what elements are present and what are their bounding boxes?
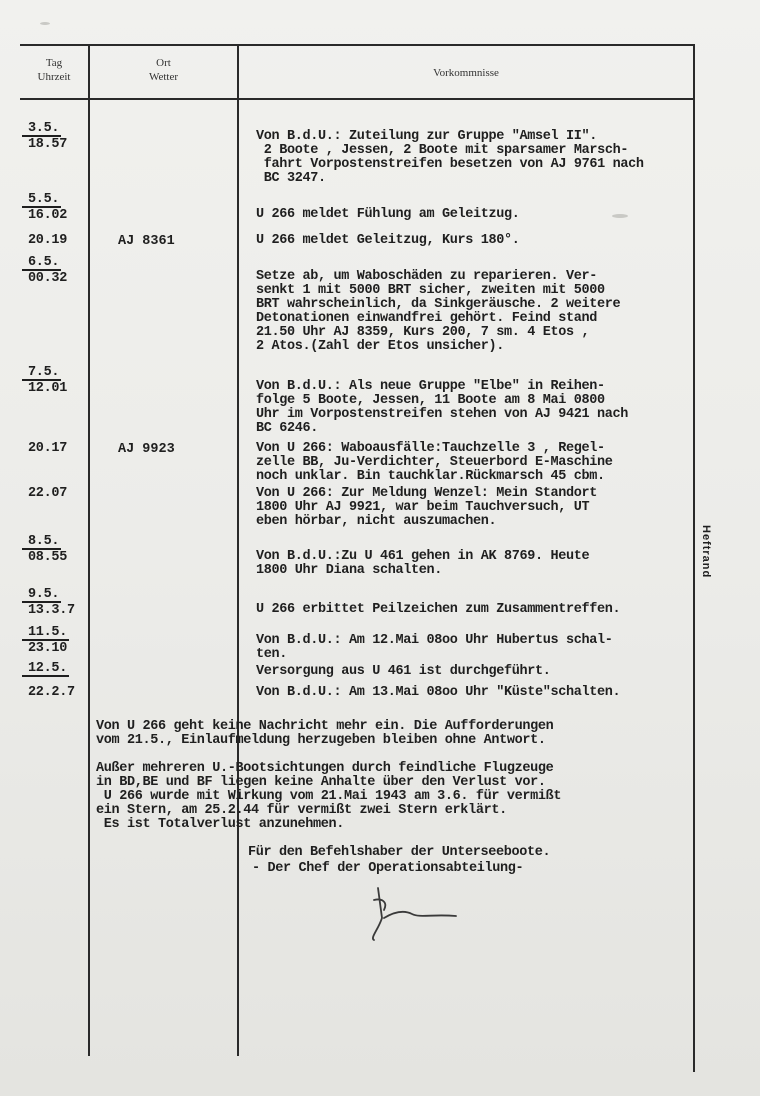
signature-line-1: Für den Befehlshaber der Unterseeboote. [248, 845, 551, 860]
closing-paragraph-2: Außer mehreren U.-Bootsichtungen durch feindliche Flugzeuge in BD,BE und BF liegen keine Anhalte über den Verlust vor. U 266 wurde mit Wirkung vom 21.Mai 1943 am 3.6. für vermißt ein Stern, am 25.2.44 für vermißt zwei Stern erklärt. Es ist Totalverlust anzunehmen. [96, 761, 562, 832]
paper-speck [612, 214, 628, 218]
entry-text: Versorgung aus U 461 ist durchgeführt. [256, 664, 551, 679]
entry-text: Von U 266: Zur Meldung Wenzel: Mein Standort 1800 Uhr AJ 9921, war beim Tauchversuch, UT eben hörbar, nicht auszumachen. [256, 486, 598, 529]
entry-date: 11.5. 23.10 [22, 626, 92, 655]
header-location-weather: Ort Wetter [148, 57, 179, 83]
entry-location: AJ 9923 [118, 442, 175, 457]
handwritten-signature [360, 878, 470, 948]
entry-date: 7.5. 12.01 [22, 366, 92, 395]
entry-text: U 266 meldet Geleitzug, Kurs 180°. [256, 233, 520, 248]
entry-text: U 266 erbittet Peilzeichen zum Zusammentreffen. [256, 602, 621, 617]
entry-date: 5.5. 16.02 [22, 193, 92, 222]
entry-text: Von B.d.U.: Zuteilung zur Gruppe "Amsel II". 2 Boote , Jessen, 2 Boote mit sparsamer Marsch- fahrt Vorpostenstreifen besetzen von AJ 9761 nach BC 3247. [256, 129, 644, 186]
signature-line-2: - Der Chef der Operationsabteilung- [252, 861, 524, 876]
entry-date: 3.5. 18.57 [22, 122, 92, 151]
entry-location: AJ 8361 [118, 234, 175, 249]
closing-paragraph-1: Von U 266 geht keine Nachricht mehr ein. Die Aufforderungen vom 21.5., Einlaufmeldung herzugeben bleiben ohne Antwort. [96, 719, 554, 748]
entry-text: Von B.d.U.: Als neue Gruppe "Elbe" in Reihen- folge 5 Boote, Jessen, 11 Boote am 8 Mai 0800 Uhr im Vorpostenstreifen stehen von AJ 9421 nach BC 6246. [256, 379, 629, 436]
margin-note: Heftrand [700, 525, 712, 579]
entry-date: 6.5. 00.32 [22, 256, 92, 285]
entry-text: U 266 meldet Fühlung am Geleitzug. [256, 207, 520, 222]
entry-text: Von U 266: Waboausfälle:Tauchzelle 3 , Regel- zelle BB, Ju-Verdichter, Steuerbord E-Maschine noch unklar. Bin tauchklar.Rückmarsch 45 cbm. [256, 441, 613, 484]
entry-time: 20.19 [28, 233, 68, 248]
header-bottom-rule [20, 98, 694, 100]
header-events: Vorkommnisse [433, 67, 499, 79]
entry-time: 22.07 [28, 486, 68, 501]
entry-date: 9.5. 13.3.7 [22, 588, 92, 617]
entry-time: 20.17 [28, 441, 68, 456]
header-top-rule [20, 44, 694, 46]
entry-text: Von B.d.U.: Am 13.Mai 08oo Uhr "Küste"schalten. [256, 685, 621, 700]
entry-text: Von B.d.U.: Am 12.Mai 08oo Uhr Hubertus schal- ten. [256, 633, 613, 662]
entry-text: Von B.d.U.:Zu U 461 gehen in AK 8769. Heute 1800 Uhr Diana schalten. [256, 549, 590, 578]
entry-text: Setze ab, um Waboschäden zu reparieren. Ver- senkt 1 mit 5000 BRT sicher, zweiten mit 5000 BRT wahrscheinlich, da Sinkgeräusche. 2 weitere Detonationen einwandfrei gehört. Feind stand 21.50 Uhr AJ 8359, Kurs 200, 7 sm. 4 Etos , 2 Atos.(Zahl der Etos unsicher). [256, 269, 621, 354]
paper-speck [40, 22, 50, 25]
entry-time: 22.2.7 [28, 685, 75, 700]
column-rule-location [237, 44, 239, 1056]
entry-date: 8.5. 08.55 [22, 535, 92, 564]
entry-date: 12.5. [22, 662, 92, 677]
header-date-time: Tag Uhrzeit [37, 57, 71, 83]
